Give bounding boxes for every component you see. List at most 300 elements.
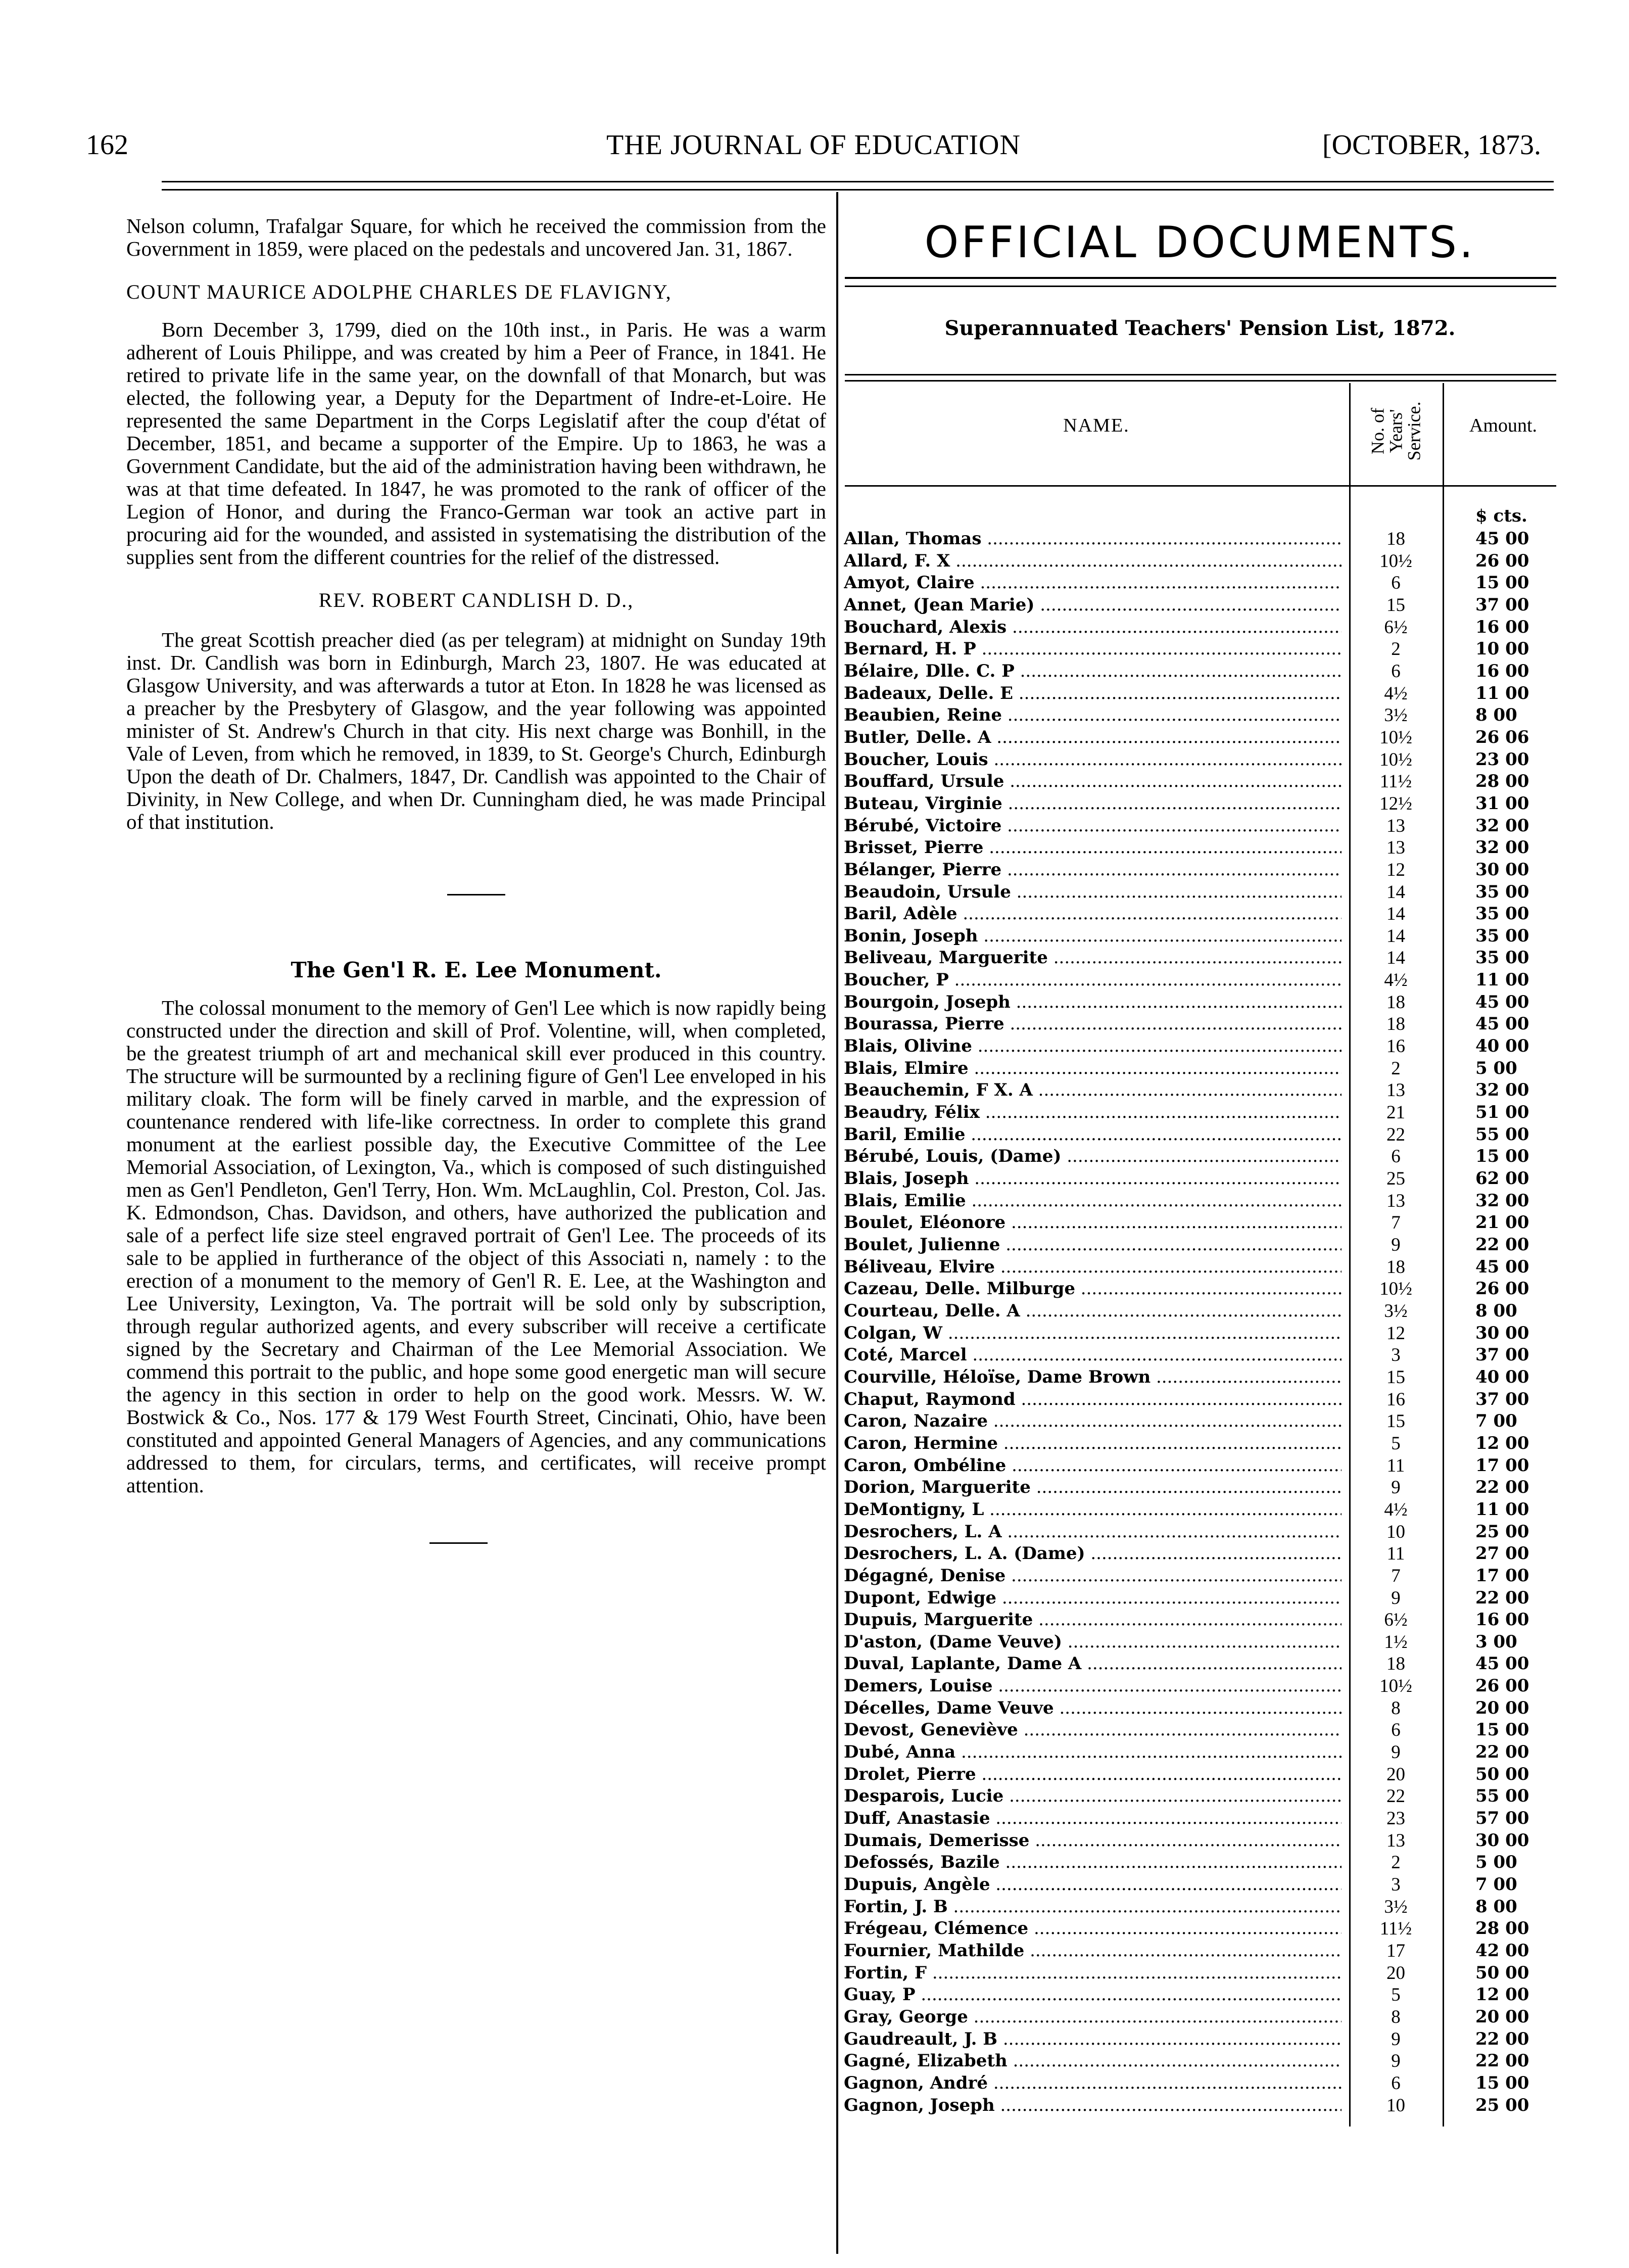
teacher-name: Desrochers, L. A. (Dame) .....	[844, 1543, 1341, 1565]
years-of-service: 23	[1386, 1808, 1405, 1829]
years-of-service: 12	[1386, 859, 1405, 880]
years-of-service: 11½	[1379, 771, 1412, 792]
table-row	[844, 1984, 1556, 2006]
pension-amount: 10 00	[1475, 639, 1529, 659]
pension-amount: 50 00	[1475, 1764, 1529, 1784]
table-row	[844, 1609, 1556, 1631]
table-row	[844, 1675, 1556, 1697]
left-column	[126, 215, 826, 1544]
teacher-name: Baril, Emilie .....	[844, 1124, 1341, 1146]
teacher-name: Beauchemin, F X. A .....	[844, 1079, 1341, 1102]
flavigny-body: Born December 3, 1799, died on the 10th inst., in Paris. He was a warm adherent of Louis Philippe, and was created by him a Peer of France, in 1841. He retired to private life in the same year, on the downfall of that Monarch, but was elected, the following year, a Deputy for the Department of Indre-et-Loire. He represented the same Department in the Corps Legislatif after the coup d'état of December, 1851, and became a supporter of the Empire. Up to 1863, he was a Government Candidate, but the aid of the administration having been withdrawn, he was at that time defeated. In 1847, he was promoted to the rank of officer of the Legion of Honor, and during the Franco-German war took an active part in procuring aid for the wounded, and assisted in systematising the distribution of the supplies sent from the different countries for the relief of the distressed.	[126, 318, 826, 569]
table-row	[844, 660, 1556, 683]
table-row	[844, 1366, 1556, 1389]
pension-amount: 32 00	[1475, 815, 1529, 836]
table-row	[844, 1543, 1556, 1565]
years-of-service: 7	[1391, 1565, 1401, 1586]
intro-paragraph: Nelson column, Trafalgar Square, for which he received the commission from the Government in 1859, were placed on the pedestals and uncovered Jan. 31, 1867.	[126, 214, 826, 260]
pension-amount: 22 00	[1475, 1235, 1529, 1255]
table-row	[844, 1896, 1556, 1918]
teacher-name: Beaudoin, Ursule .....	[844, 881, 1341, 904]
pension-amount: 55 00	[1475, 1124, 1529, 1145]
teacher-name: Blais, Olivine .....	[844, 1035, 1341, 1058]
table-row	[844, 1874, 1556, 1896]
teacher-name: Desparois, Lucie .....	[844, 1785, 1341, 1808]
teacher-name: Dupont, Edwige .....	[844, 1587, 1341, 1610]
teacher-name: Dégagné, Denise .....	[844, 1565, 1341, 1587]
table-row	[844, 1477, 1556, 1499]
table-row	[844, 793, 1556, 815]
years-of-service: 9	[1391, 1477, 1401, 1498]
pension-amount: 40 00	[1475, 1036, 1529, 1057]
table-row	[844, 1212, 1556, 1234]
years-of-service: 16	[1386, 1389, 1405, 1410]
pension-amount: 28 00	[1475, 1918, 1529, 1939]
teacher-name: Fournier, Mathilde .....	[844, 1940, 1341, 1962]
table-row	[844, 1587, 1556, 1610]
table-row	[844, 1785, 1556, 1808]
years-of-service: 3½	[1384, 705, 1408, 726]
table-row	[844, 1146, 1556, 1168]
table-row	[844, 617, 1556, 639]
years-of-service: 11	[1386, 1543, 1405, 1565]
pension-amount: 25 00	[1475, 2095, 1529, 2115]
pension-amount: 35 00	[1475, 904, 1529, 924]
pension-amount: 11 00	[1475, 1499, 1529, 1520]
table-row	[844, 1124, 1556, 1146]
teacher-name: Beaudry, Félix .....	[844, 1102, 1341, 1124]
section-title: OFFICIAL DOCUMENTS.	[924, 217, 1476, 268]
pension-amount: 7 00	[1475, 1411, 1517, 1432]
years-of-service: 6	[1391, 1720, 1401, 1741]
table-header	[844, 376, 1556, 485]
years-of-service: 17	[1386, 1941, 1405, 1961]
table-row	[844, 1102, 1556, 1124]
table-row	[844, 1190, 1556, 1212]
table-row	[844, 2050, 1556, 2072]
teacher-name: Gray, George .....	[844, 2006, 1341, 2028]
pension-amount: 45 00	[1475, 1256, 1529, 1277]
teacher-name: Béliveau, Elvire .....	[844, 1256, 1341, 1279]
teacher-name: Baril, Adèle .....	[844, 903, 1341, 925]
years-of-service: 18	[1386, 1653, 1405, 1675]
teacher-name: D'aston, (Dame Veuve) .....	[844, 1631, 1341, 1653]
years-of-service: 10½	[1379, 749, 1412, 770]
table-row	[844, 1940, 1556, 1962]
pension-amount: 8 00	[1475, 1896, 1517, 1917]
table-row	[844, 1852, 1556, 1874]
teacher-name: Dupuis, Marguerite .....	[844, 1609, 1341, 1631]
years-of-service: 15	[1386, 1411, 1405, 1432]
issue-date: [OCTOBER, 1873.	[1322, 129, 1541, 161]
years-of-service: 2	[1391, 1058, 1401, 1079]
table-row	[844, 1697, 1556, 1720]
pension-amount: 3 00	[1475, 1631, 1517, 1652]
teacher-name: Brisset, Pierre .....	[844, 837, 1341, 859]
years-of-service: 6½	[1384, 1610, 1408, 1631]
years-of-service: 10½	[1379, 550, 1412, 572]
teacher-name: Caron, Ombéline .....	[844, 1455, 1341, 1477]
teacher-name: Bourgoin, Joseph .....	[844, 991, 1341, 1014]
pension-amount: 17 00	[1475, 1565, 1529, 1586]
teacher-name: Coté, Marcel .....	[844, 1344, 1341, 1366]
pension-amount: 45 00	[1475, 991, 1529, 1012]
years-of-service: 20	[1386, 1962, 1405, 1983]
pension-amount: 20 00	[1475, 2006, 1529, 2027]
table-row	[844, 2006, 1556, 2028]
section-divider	[447, 894, 505, 895]
table-row	[844, 1168, 1556, 1190]
pension-amount: 12 00	[1475, 1984, 1529, 2005]
table-row	[844, 683, 1556, 705]
pension-amount: 31 00	[1475, 793, 1529, 814]
years-of-service: 14	[1386, 925, 1405, 947]
pension-amount: 45 00	[1475, 529, 1529, 549]
header-rule	[162, 189, 1554, 191]
flavigny-heading: COUNT MAURICE ADOLPHE CHARLES DE FLAVIGNY,	[126, 280, 672, 303]
pension-amount: 16 00	[1475, 1610, 1529, 1630]
years-of-service: 10½	[1379, 1676, 1412, 1697]
table-row	[844, 1741, 1556, 1764]
years-of-service: 9	[1391, 1742, 1401, 1763]
pension-amount: 12 00	[1475, 1433, 1529, 1453]
pension-amount: 26 00	[1475, 1279, 1529, 1299]
teacher-name: Boulet, Eléonore .....	[844, 1212, 1341, 1234]
pension-amount: 28 00	[1475, 771, 1529, 792]
teacher-name: Frégeau, Clémence .....	[844, 1918, 1341, 1940]
years-of-service: 18	[1386, 1014, 1405, 1035]
years-of-service: 10½	[1379, 1279, 1412, 1300]
years-of-service: 10	[1386, 2095, 1405, 2116]
teacher-name: Beaubien, Reine .....	[844, 704, 1341, 727]
table-row	[844, 1079, 1556, 1102]
table-row	[844, 815, 1556, 837]
table-row	[844, 2072, 1556, 2095]
pension-amount: 27 00	[1475, 1543, 1529, 1564]
years-of-service: 6½	[1384, 617, 1408, 638]
pension-amount: 50 00	[1475, 1962, 1529, 1983]
pension-amount: 26 06	[1475, 727, 1529, 747]
years-of-service: 15	[1386, 594, 1405, 616]
teacher-name: Duff, Anastasie .....	[844, 1808, 1341, 1830]
pension-amount: 30 00	[1475, 1322, 1529, 1343]
years-of-service: 13	[1386, 1830, 1405, 1851]
pension-amount: 8 00	[1475, 1300, 1517, 1321]
table-row	[844, 528, 1556, 550]
table-row	[844, 1764, 1556, 1786]
teacher-name: Gaudreault, J. B .....	[844, 2028, 1341, 2051]
years-of-service: 4½	[1384, 970, 1408, 991]
years-of-service: 8	[1391, 2006, 1401, 2027]
years-of-service: 9	[1391, 1587, 1401, 1609]
pension-amount: 7 00	[1475, 1874, 1517, 1895]
table-row	[844, 1653, 1556, 1675]
pension-amount: 22 00	[1475, 1742, 1529, 1763]
table-row	[844, 1256, 1556, 1279]
table-row	[844, 1278, 1556, 1300]
pension-amount: 17 00	[1475, 1455, 1529, 1476]
table-row	[844, 969, 1556, 991]
teacher-name: Colgan, W .....	[844, 1322, 1341, 1345]
table-row	[844, 1035, 1556, 1058]
years-of-service: 10½	[1379, 727, 1412, 748]
lee-heading: The Gen'l R. E. Lee Monument.	[291, 958, 662, 982]
years-of-service: 20	[1386, 1764, 1405, 1785]
teacher-name: Dupuis, Angèle .....	[844, 1874, 1341, 1896]
teacher-name: Courville, Héloïse, Dame Brown .....	[844, 1366, 1341, 1389]
years-of-service: 16	[1386, 1036, 1405, 1057]
pension-amount: 42 00	[1475, 1941, 1529, 1961]
teacher-name: Fortin, F .....	[844, 1962, 1341, 1984]
pension-amount: 5 00	[1475, 1852, 1517, 1873]
table-row	[844, 837, 1556, 859]
pension-amount: 23 00	[1475, 749, 1529, 770]
years-of-service: 2	[1391, 639, 1401, 660]
years-of-service: 4½	[1384, 1499, 1408, 1520]
header-rule	[162, 181, 1554, 182]
teacher-name: Boucher, P .....	[844, 969, 1341, 991]
table-row	[844, 991, 1556, 1014]
teacher-name: Amyot, Claire .....	[844, 572, 1341, 594]
page-header	[86, 127, 1541, 163]
teacher-name: Bourassa, Pierre .....	[844, 1013, 1341, 1035]
years-of-service: 13	[1386, 1080, 1405, 1101]
teacher-name: Blais, Joseph .....	[844, 1168, 1341, 1190]
pension-amount: 15 00	[1475, 1146, 1529, 1167]
teacher-name: Bernard, H. P .....	[844, 638, 1341, 660]
teacher-name: DeMontigny, L .....	[844, 1499, 1341, 1521]
column-divider	[836, 192, 838, 2254]
years-of-service: 7	[1391, 1212, 1401, 1234]
years-of-service: 9	[1391, 2051, 1401, 2072]
table-row	[844, 704, 1556, 727]
years-column-header: No. of Years' Service.	[1367, 401, 1424, 460]
pension-amount: 51 00	[1475, 1102, 1529, 1123]
teacher-name: Demers, Louise .....	[844, 1675, 1341, 1697]
table-row	[844, 2028, 1556, 2051]
teacher-name: Dubé, Anna .....	[844, 1741, 1341, 1764]
page-number: 162	[86, 129, 128, 161]
teacher-name: Devost, Geneviève .....	[844, 1719, 1341, 1741]
amount-column-header: Amount.	[1469, 415, 1538, 436]
pension-amount: 11 00	[1475, 683, 1529, 703]
pension-amount: 35 00	[1475, 925, 1529, 946]
teacher-name: Bérubé, Victoire .....	[844, 815, 1341, 837]
table-row	[844, 881, 1556, 904]
teacher-name: Badeaux, Delle. E .....	[844, 683, 1341, 705]
teacher-name: Bérubé, Louis, (Dame) .....	[844, 1146, 1341, 1168]
pension-amount: 20 00	[1475, 1697, 1529, 1718]
teacher-name: Gagné, Elizabeth .....	[844, 2050, 1341, 2072]
table-row	[844, 1455, 1556, 1477]
table-row	[844, 1499, 1556, 1521]
years-of-service: 22	[1386, 1124, 1405, 1145]
years-of-service: 4½	[1384, 683, 1408, 704]
pension-amount: 16 00	[1475, 617, 1529, 637]
table-row	[844, 2095, 1556, 2117]
teacher-name: Bonin, Joseph .....	[844, 925, 1341, 948]
years-of-service: 12	[1386, 1322, 1405, 1344]
years-of-service: 13	[1386, 815, 1405, 836]
years-of-service: 3	[1391, 1874, 1401, 1896]
table-row	[844, 925, 1556, 948]
years-of-service: 8	[1391, 1697, 1401, 1719]
years-of-service: 14	[1386, 904, 1405, 925]
teacher-name: Dumais, Demerisse .....	[844, 1830, 1341, 1852]
teacher-name: Annet, (Jean Marie) .....	[844, 594, 1341, 617]
table-row	[844, 749, 1556, 771]
lee-body: The colossal monument to the memory of Gen'l Lee which is now rapidly being constructed under the direction and skill of Prof. Volentine, will, when completed, be the greatest triumph of art and mechanical skill ever produced in this country. The structure will be surmounted by a reclining figure of Gen'l Lee enveloped in his military cloak. The form will be finely carved in marble, and the expression of countenance rendered with life-like correctness. In order to complete this grand monument at the earliest possible day, the Executive Committee of the Lee Memorial Association, of Lexington, Va., which is composed of such distinguished men as Gen'l Pendleton, Gen'l Terry, Hon. Wm. McLaughlin, Col. Preston, Col. Jas. K. Edmondson, Chas. Davidson, and others, have authorized the publication and sale of a perfect life size steel engraved portrait of Gen'l Lee. The proceeds of its sale to be applied in furtherance of the object of this Associati n, namely : to the erection of a monument to the memory of Gen'l R. E. Lee, at the Washington and Lee University, Lexington, Va. The portrait will be sold only by subscription, through regular authorized agents, and every subscriber will receive a certificate signed by the Secretary and Chairman of the Lee Memorial Association. We commend this portrait to the public, and hope some good energetic man will secure the agency in this section in order to help on the good work. Messrs. W. W. Bostwick & Co., Nos. 177 & 179 West Fourth Street, Cincinati, Ohio, have been constituted and appointed General Managers of Agencies, and any communications addressed to them, for circulars, terms, and certificates, will receive prompt attention.	[126, 996, 826, 1497]
years-of-service: 18	[1386, 529, 1405, 549]
teacher-name: Boulet, Julienne .....	[844, 1234, 1341, 1256]
years-of-service: 9	[1391, 1235, 1401, 1255]
table-row	[844, 1389, 1556, 1411]
pension-amount: 30 00	[1475, 859, 1529, 880]
pension-amount: 22 00	[1475, 1477, 1529, 1498]
title-rule	[845, 277, 1556, 279]
years-of-service: 14	[1386, 948, 1405, 969]
title-rule	[845, 286, 1556, 287]
pension-amount: 35 00	[1475, 948, 1529, 968]
teacher-name: Fortin, J. B .....	[844, 1896, 1341, 1918]
years-of-service: 13	[1386, 1190, 1405, 1211]
section-divider	[429, 1542, 488, 1544]
pension-amount: 25 00	[1475, 1521, 1529, 1542]
pension-amount: 35 00	[1475, 881, 1529, 902]
table-top-rule	[845, 374, 1556, 375]
teacher-name: Butler, Delle. A .....	[844, 727, 1341, 749]
table-row	[844, 1058, 1556, 1080]
table-row	[844, 771, 1556, 793]
pension-amount: 21 00	[1475, 1212, 1529, 1233]
teacher-name: Beliveau, Marguerite .....	[844, 947, 1341, 969]
table-row	[844, 1433, 1556, 1455]
years-of-service: 22	[1386, 1786, 1405, 1807]
pension-amount: 22 00	[1475, 2028, 1529, 2049]
pension-amount: 30 00	[1475, 1830, 1529, 1851]
table-row	[844, 1808, 1556, 1830]
table-row	[844, 1300, 1556, 1322]
pension-amount: 45 00	[1475, 1653, 1529, 1674]
pension-amount: 15 00	[1475, 2072, 1529, 2093]
years-of-service: 12½	[1379, 793, 1412, 814]
years-of-service: 15	[1386, 1366, 1405, 1388]
pension-amount: 26 00	[1475, 1676, 1529, 1696]
years-of-service: 6	[1391, 1146, 1401, 1167]
table-row	[844, 1521, 1556, 1543]
pension-amount: 37 00	[1475, 1345, 1529, 1365]
teacher-name: Gagnon, Joseph .....	[844, 2095, 1341, 2117]
teacher-name: Cazeau, Delle. Milburge .....	[844, 1278, 1341, 1300]
teacher-name: Bélanger, Pierre .....	[844, 859, 1341, 881]
years-of-service: 3	[1391, 1345, 1401, 1366]
teacher-name: Duval, Laplante, Dame A .....	[844, 1653, 1341, 1675]
teacher-name: Drolet, Pierre .....	[844, 1764, 1341, 1786]
teacher-name: Guay, P .....	[844, 1984, 1341, 2006]
teacher-name: Blais, Emilie .....	[844, 1190, 1341, 1212]
years-of-service: 3½	[1384, 1300, 1408, 1321]
teacher-name: Décelles, Dame Veuve .....	[844, 1697, 1341, 1720]
years-of-service: 5	[1391, 1433, 1401, 1454]
pension-amount: 37 00	[1475, 1389, 1529, 1409]
pension-amount: 22 00	[1475, 1587, 1529, 1608]
table-row	[844, 1962, 1556, 1984]
pension-amount: 55 00	[1475, 1786, 1529, 1807]
table-row	[844, 572, 1556, 594]
teacher-name: Gagnon, André .....	[844, 2072, 1341, 2095]
pension-amount: 5 00	[1475, 1058, 1517, 1078]
years-of-service: 5	[1391, 1984, 1401, 2006]
years-of-service: 2	[1391, 1852, 1401, 1873]
table-row	[844, 1918, 1556, 1940]
table-row	[844, 1344, 1556, 1366]
pension-amount: 40 00	[1475, 1366, 1529, 1387]
years-of-service: 14	[1386, 881, 1405, 903]
years-of-service: 3½	[1384, 1896, 1408, 1917]
years-of-service: 13	[1386, 837, 1405, 859]
teacher-name: Caron, Nazaire .....	[844, 1410, 1341, 1433]
years-of-service: 11½	[1379, 1918, 1412, 1940]
teacher-name: Desrochers, L. A .....	[844, 1521, 1341, 1543]
pension-amount: 45 00	[1475, 1014, 1529, 1034]
pension-amount: 32 00	[1475, 837, 1529, 858]
years-of-service: 18	[1386, 1256, 1405, 1278]
pension-amount: 62 00	[1475, 1168, 1529, 1189]
pension-amount: 32 00	[1475, 1080, 1529, 1101]
table-row	[844, 550, 1556, 573]
table-row	[844, 859, 1556, 881]
currency-label: $ cts.	[1475, 506, 1527, 526]
pension-amount: 11 00	[1475, 970, 1529, 990]
name-column-header: NAME.	[1063, 415, 1130, 436]
pension-amount: 26 00	[1475, 550, 1529, 571]
table-row	[844, 1565, 1556, 1587]
table-row	[844, 594, 1556, 617]
years-of-service: 25	[1386, 1168, 1405, 1190]
pension-amount: 37 00	[1475, 594, 1529, 615]
years-of-service: 6	[1391, 573, 1401, 594]
table-row	[844, 1410, 1556, 1433]
table-row	[844, 1322, 1556, 1345]
candlish-body: The great Scottish preacher died (as per telegram) at midnight on Sunday 19th inst. Dr. Candlish was born in Edinburgh, March 23, 1807. He was educated at Glasgow University, and was afterwards a tutor at Eton. In 1828 he was licensed as a preacher by the Presbytery of Glasgow, and the year following was appointed minister of St. Andrew's Church in that city. His next charge was Bonhill, in the Vale of Leven, from which he removed, in 1839, to St. George's Church, Edinburgh Upon the death of Dr. Chalmers, 1847, Dr. Candlish was appointed to the Chair of Divinity, in New College, and when Dr. Cunningham died, he was made Principal of that institution.	[126, 628, 826, 833]
table-row	[844, 1830, 1556, 1852]
teacher-name: Allan, Thomas .....	[844, 528, 1341, 550]
table-row	[844, 903, 1556, 925]
table-title: Superannuated Teachers' Pension List, 1872.	[944, 316, 1456, 340]
table-row	[844, 1631, 1556, 1653]
pension-amount: 32 00	[1475, 1190, 1529, 1211]
teacher-name: Blais, Elmire .....	[844, 1058, 1341, 1080]
teacher-name: Courteau, Delle. A .....	[844, 1300, 1341, 1322]
table-row	[844, 947, 1556, 969]
table-row	[844, 1013, 1556, 1035]
years-of-service: 18	[1386, 991, 1405, 1013]
years-of-service: 6	[1391, 2072, 1401, 2094]
teacher-name: Dorion, Marguerite .....	[844, 1477, 1341, 1499]
right-column	[844, 212, 1556, 273]
journal-title: THE JOURNAL OF EDUCATION	[606, 129, 1021, 161]
years-of-service: 11	[1386, 1455, 1405, 1476]
years-of-service: 10	[1386, 1521, 1405, 1542]
table-row	[844, 1719, 1556, 1741]
years-of-service: 21	[1386, 1102, 1405, 1123]
table-header-rule	[845, 485, 1556, 487]
table-row	[844, 638, 1556, 660]
teacher-name: Caron, Hermine .....	[844, 1433, 1341, 1455]
teacher-name: Bouchard, Alexis .....	[844, 617, 1341, 639]
pension-table-body	[844, 508, 1556, 2116]
teacher-name: Chaput, Raymond .....	[844, 1389, 1341, 1411]
